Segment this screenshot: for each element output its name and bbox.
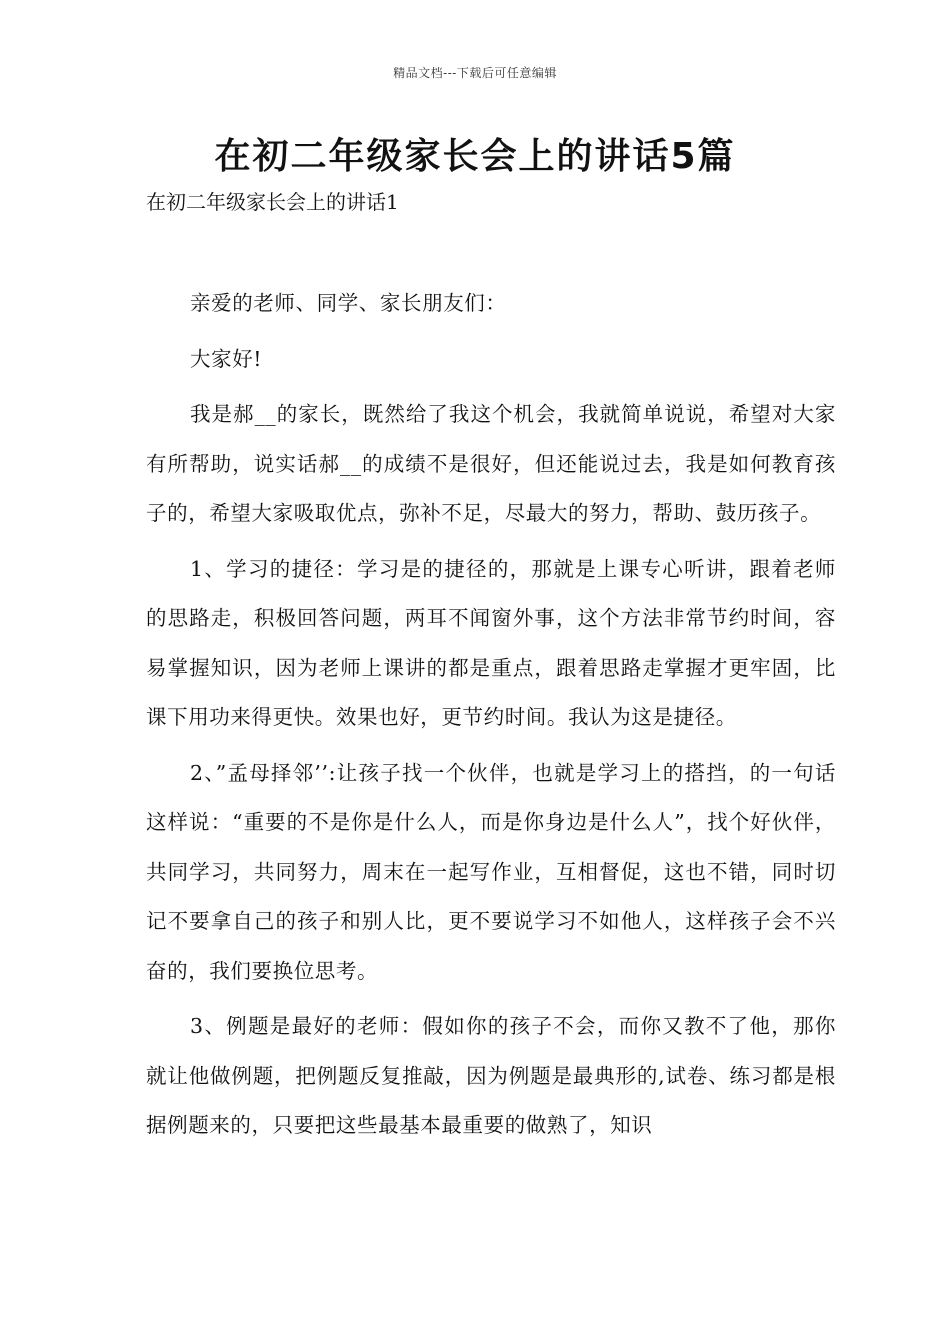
- intro-paragraph: 我是郝__的家长，既然给了我这个机会，我就简单说说，希望对大家有所帮助，说实话郝__的成绩不是很好，但还能说过去，我是如何教育孩子的，希望大家吸取优点，弥补不足，尽最大的努力，帮助、鼓历孩子。: [146, 402, 836, 525]
- point-2-paragraph: 2、”孟母择邻’’:让孩子找一个伙伴，也就是学习上的搭挡，的一句话这样说：“重要的不是你是什么人，而是你身边是什么人”，找个好伙伴，共同学习，共同努力，周末在一起写作业，互相督促，这也不错，同时切记不要拿自己的孩子和别人比，更不要说学习不如他人，这样孩子会不兴奋的，我们要换位思考。: [146, 760, 836, 983]
- point-3-paragraph: 3、例题是最好的老师：假如你的孩子不会，而你又教不了他，那你就让他做例题，把例题反复推敲，因为例题是最典形的,试卷、练习都是根据例题来的，只要把这些最基本最重要的做熟了，知识: [146, 1014, 836, 1137]
- greeting-paragraph: 大家好!: [190, 346, 263, 371]
- salutation-paragraph: 亲爱的老师、同学、家长朋友们：: [190, 291, 507, 315]
- section-heading: 在初二年级家长会上的讲话1: [146, 190, 399, 214]
- page-header-note: 精品文档---下载后可任意编辑: [393, 66, 557, 80]
- point-1-paragraph: 1、学习的捷径：学习是的捷径的，那就是上课专心听讲，跟着老师的思路走，积极回答问题，两耳不闻窗外事，这个方法非常节约时间，容易掌握知识，因为老师上课讲的都是重点，跟着思路走掌握才更牢固，比课下用功来得更快。效果也好，更节约时间。我认为这是捷径。: [146, 556, 836, 729]
- document-title: 在初二年级家长会上的讲话5篇: [214, 136, 736, 177]
- document-body: [146, 279, 836, 1157]
